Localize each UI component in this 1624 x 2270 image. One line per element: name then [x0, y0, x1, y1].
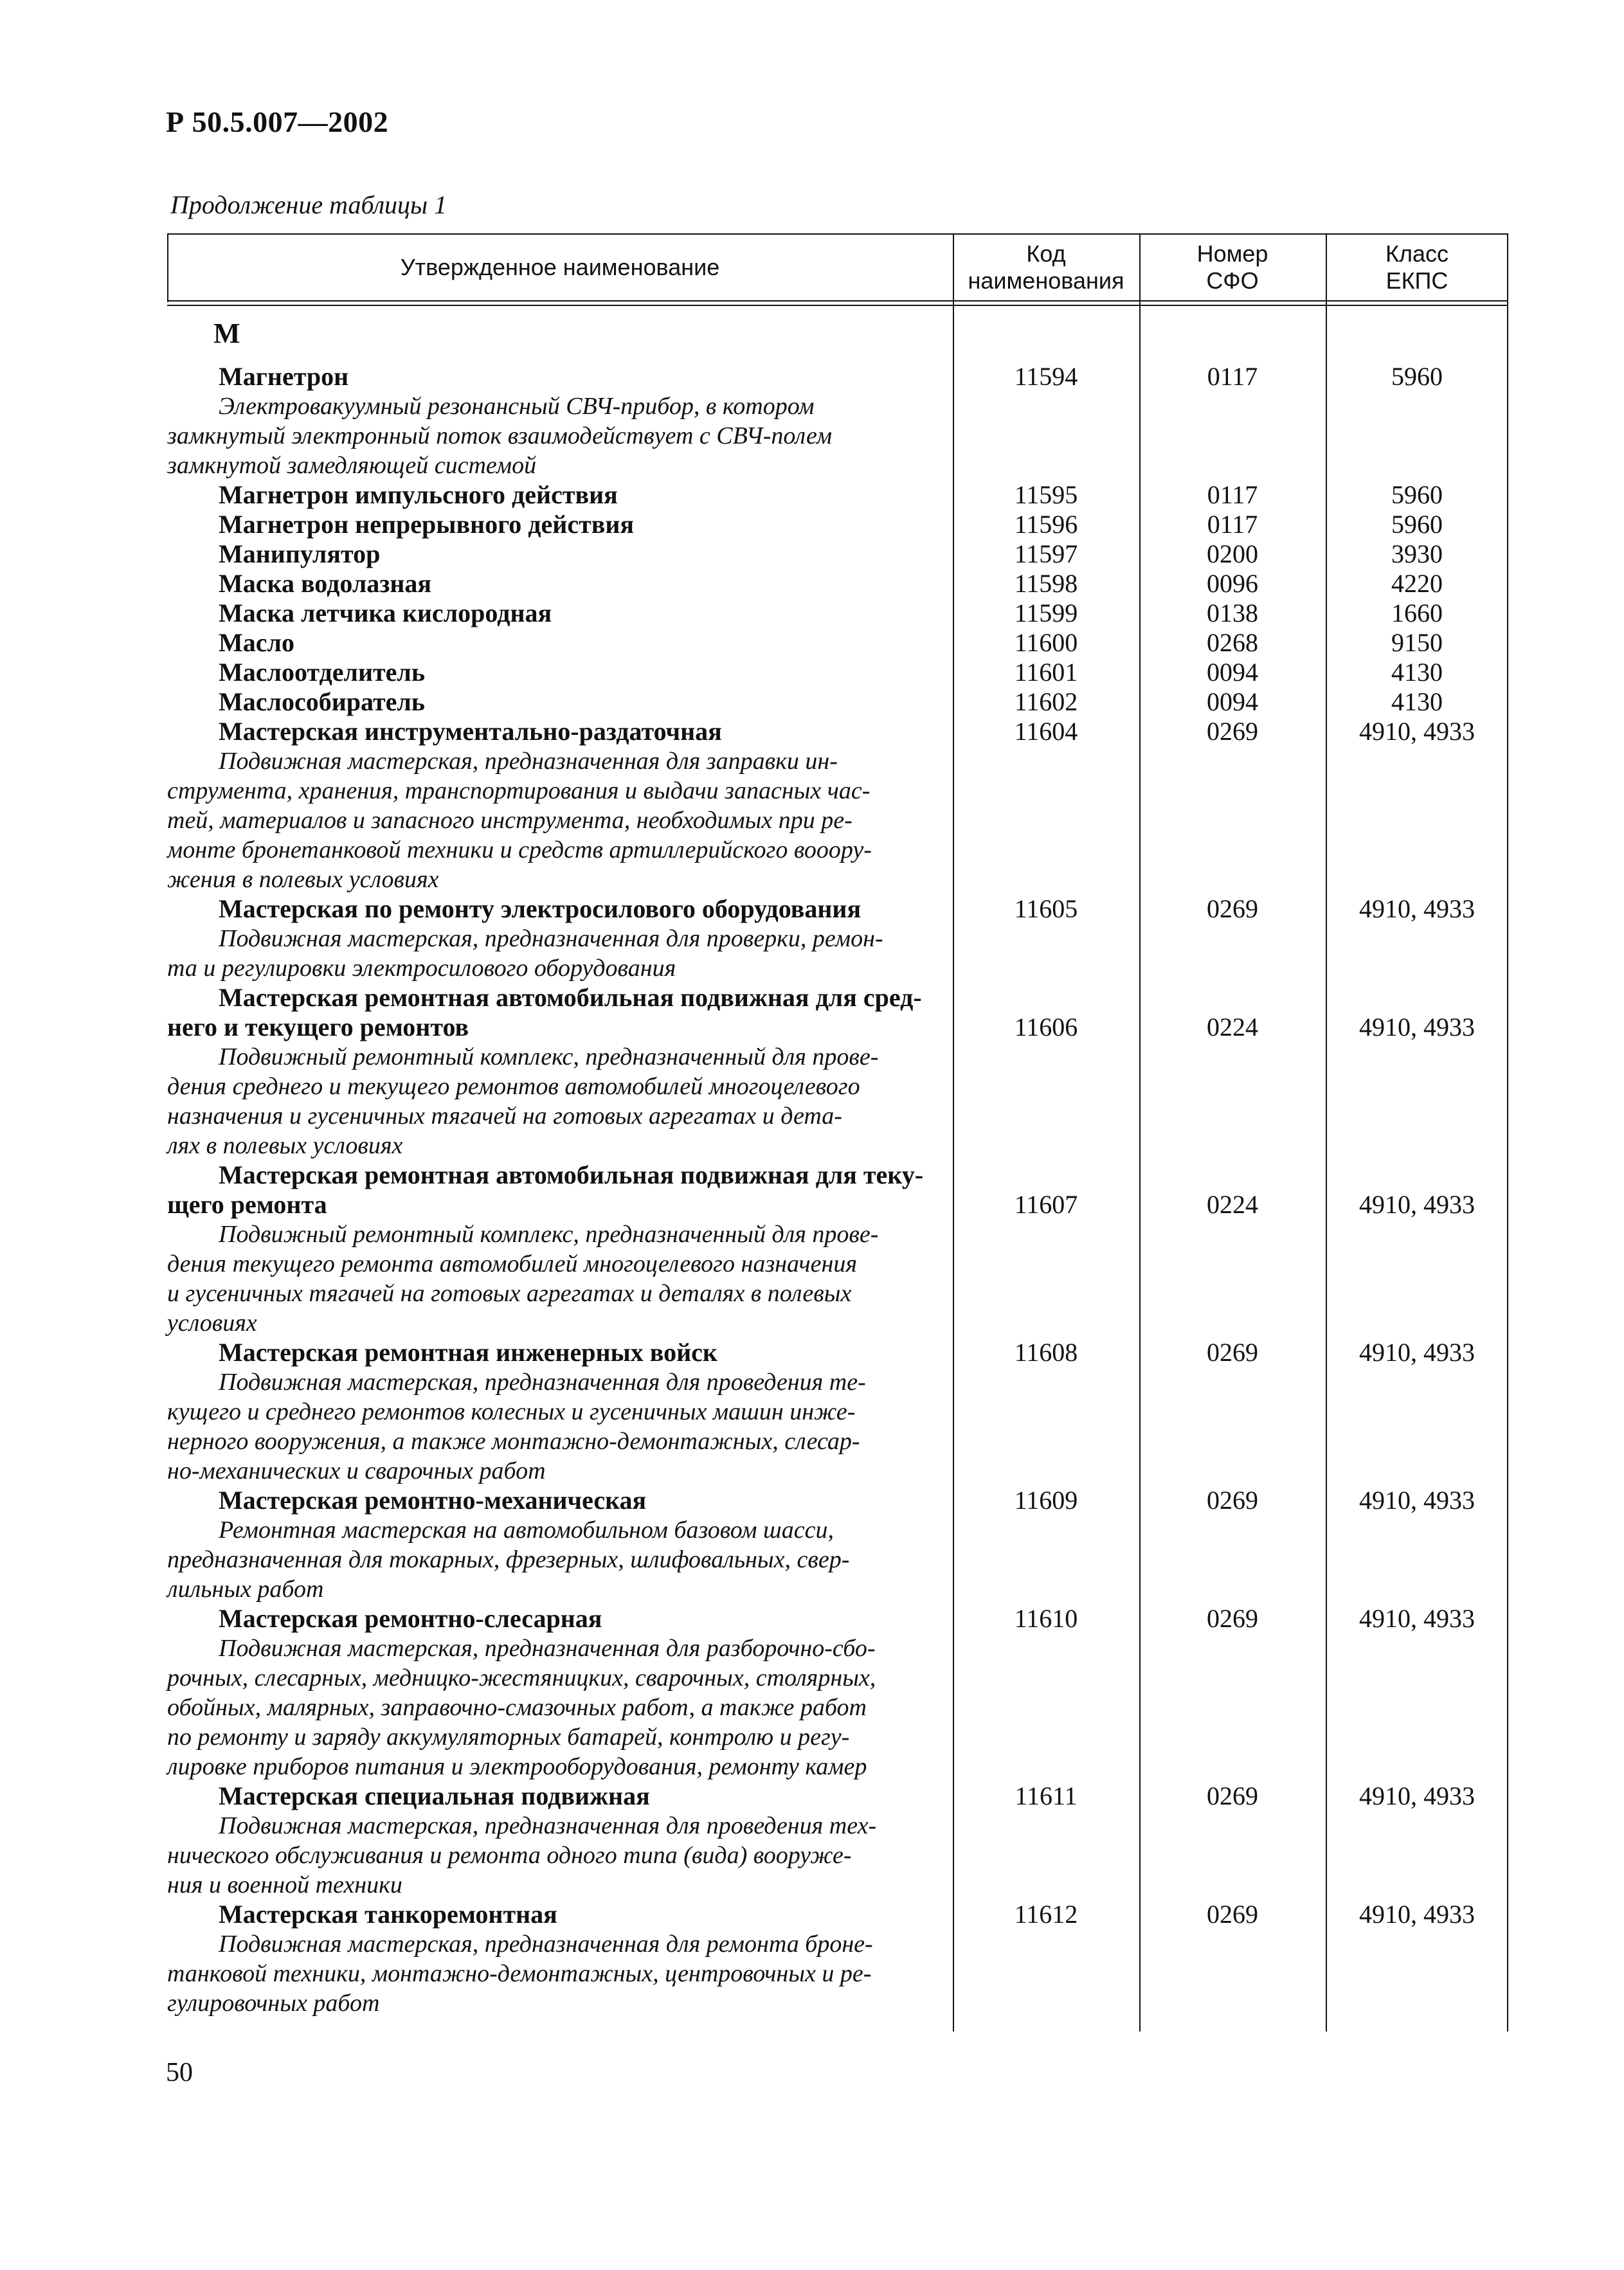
entry-description: Подвижная мастерская, предназначенная для разборочно-сбо- — [219, 1635, 876, 1662]
table-row — [167, 628, 1508, 658]
entry-title: Мастерская ремонтно-слесарная — [219, 1604, 602, 1633]
table-row — [167, 569, 1508, 599]
header-name-code-line1: Код — [1026, 240, 1066, 267]
header-name-code — [953, 233, 1139, 301]
entry-title: Мастерская ремонтно-механическая — [219, 1486, 647, 1515]
entry-title: Маска водолазная — [219, 569, 432, 598]
entry-title: Масло — [219, 628, 294, 657]
name-code-cell: 11602 — [1014, 687, 1078, 716]
table-row — [167, 362, 1508, 480]
entry-title: Мастерская ремонтная автомобильная подвижная для сред- — [219, 983, 922, 1012]
table-row — [167, 1160, 1508, 1338]
entry-description: предназначенная для токарных, фрезерных, шлифовальных, свер- — [167, 1546, 850, 1573]
approved-name-cell — [167, 628, 953, 658]
name-code-cell: 11598 — [1014, 569, 1078, 598]
header-name-code-line2: наименования — [968, 267, 1124, 294]
sfo-number-cell: 0094 — [1207, 687, 1258, 716]
entry-description: Подвижная мастерская, предназначенная для проведения тех- — [219, 1812, 877, 1839]
header-sfo-line1: Номер — [1196, 240, 1268, 267]
name-code-cell: 11611 — [1015, 1781, 1078, 1810]
sfo-number-cell: 0269 — [1207, 894, 1258, 923]
table-row — [167, 1781, 1508, 1900]
name-code-cell: 11607 — [1014, 1190, 1078, 1219]
entry-description: Подвижная мастерская, предназначенная для проведения те- — [219, 1369, 866, 1396]
entry-title: Магнетрон непрерывного действия — [219, 510, 635, 539]
entry-description: Подвижная мастерская, предназначенная для проверки, ремон- — [219, 925, 883, 952]
entry-description: условиях — [167, 1310, 257, 1337]
approved-name-cell — [167, 717, 953, 894]
entry-title: Мастерская ремонтная инженерных войск — [219, 1338, 717, 1367]
sfo-number-cell: 0117 — [1207, 362, 1258, 391]
entry-description: но-механических и сварочных работ — [167, 1457, 546, 1484]
ekps-class-cell: 9150 — [1391, 628, 1443, 657]
entry-description: монте бронетанковой техники и средств артиллерийского вооору- — [167, 836, 872, 863]
name-code-cell: 11608 — [1014, 1338, 1078, 1367]
sfo-number-cell: 0094 — [1207, 658, 1258, 687]
ekps-class-cell: 4910, 4933 — [1359, 1338, 1475, 1367]
approved-name-cell — [167, 983, 953, 1160]
entry-description: Подвижный ремонтный комплекс, предназначенный для прове- — [219, 1221, 879, 1248]
entry-description: Ремонтная мастерская на автомобильном базовом шасси, — [219, 1517, 834, 1544]
ekps-class-cell: 4910, 4933 — [1359, 1190, 1475, 1219]
entry-description: дения среднего и текущего ремонтов автомобилей многоцелевого — [167, 1073, 860, 1100]
entry-description: лировке приборов питания и электрооборудования, ремонту камер — [167, 1753, 867, 1780]
entry-description: кущего и среднего ремонтов колесных и гусеничных машин инже- — [167, 1398, 856, 1425]
entry-description: Электровакуумный резонансный СВЧ-прибор, в котором — [219, 393, 815, 420]
name-code-cell: 11605 — [1014, 894, 1078, 923]
ekps-class-cell: 3930 — [1391, 539, 1443, 568]
name-code-cell: 11610 — [1014, 1604, 1078, 1633]
name-code-cell: 11596 — [1014, 510, 1078, 539]
name-code-cell: 11612 — [1014, 1900, 1078, 1929]
sfo-number-cell: 0269 — [1207, 717, 1258, 746]
ekps-class-cell: 4910, 4933 — [1359, 717, 1475, 746]
entry-description: нерного вооружения, а также монтажно-демонтажных, слесар- — [167, 1428, 860, 1455]
document-code: Р 50.5.007—2002 — [166, 105, 389, 138]
ekps-class-cell: 5960 — [1391, 362, 1443, 391]
table-row — [167, 1338, 1508, 1486]
approved-name-cell — [167, 894, 953, 983]
table-row — [167, 894, 1508, 983]
table-row — [167, 717, 1508, 894]
table-row — [167, 1900, 1508, 2018]
header-ekps-line2: ЕКПС — [1385, 267, 1448, 294]
table-row — [167, 1486, 1508, 1604]
entry-title: Магнетрон — [219, 362, 349, 391]
sfo-number-cell: 0269 — [1207, 1486, 1258, 1515]
sfo-number-cell: 0117 — [1207, 510, 1258, 539]
approved-name-cell — [167, 480, 953, 510]
entry-description: ния и военной техники — [167, 1871, 402, 1898]
sfo-number-cell: 0269 — [1207, 1900, 1258, 1929]
ekps-class-cell: 4130 — [1391, 658, 1443, 687]
ekps-class-cell: 4910, 4933 — [1359, 1486, 1475, 1515]
entry-description: жения в полевых условиях — [167, 866, 439, 893]
ekps-class-cell: 4130 — [1391, 687, 1443, 716]
approved-name-cell — [167, 1900, 953, 2018]
entry-title: Маска летчика кислородная — [219, 599, 552, 627]
name-code-cell: 11601 — [1014, 658, 1078, 687]
header-sfo-number — [1139, 233, 1326, 301]
approved-name-cell — [167, 1486, 953, 1604]
name-code-cell: 11597 — [1014, 539, 1078, 568]
table-row — [167, 510, 1508, 539]
sfo-number-cell: 0269 — [1207, 1338, 1258, 1367]
ekps-class-cell: 1660 — [1391, 599, 1443, 627]
entry-description: замкнутой замедляющей системой — [167, 452, 537, 479]
entry-description: лях в полевых условиях — [167, 1132, 403, 1159]
header-approved-name — [167, 233, 953, 301]
entry-title: Мастерская по ремонту электросилового оборудования — [219, 894, 862, 923]
section-letter: М — [213, 318, 240, 349]
entry-title: Манипулятор — [219, 539, 381, 568]
ekps-class-cell: 4910, 4933 — [1359, 1604, 1475, 1633]
ekps-class-cell: 4910, 4933 — [1359, 894, 1475, 923]
header-sfo-line2: СФО — [1206, 267, 1259, 294]
name-code-cell: 11606 — [1014, 1013, 1078, 1041]
approved-name-cell — [167, 599, 953, 628]
sfo-number-cell: 0200 — [1207, 539, 1258, 568]
table-caption: Продолжение таблицы 1 — [170, 190, 447, 219]
entry-description: гулировочных работ — [167, 1990, 380, 2017]
entry-title: Маслоотделитель — [219, 658, 426, 687]
approved-name-cell — [167, 539, 953, 569]
entry-title: него и текущего ремонтов — [167, 1013, 469, 1041]
ekps-class-cell: 5960 — [1391, 510, 1443, 539]
entry-description: Подвижный ремонтный комплекс, предназначенный для прове- — [219, 1043, 879, 1070]
name-code-cell: 11604 — [1014, 717, 1078, 746]
sfo-number-cell: 0224 — [1207, 1190, 1258, 1219]
sfo-number-cell: 0269 — [1207, 1604, 1258, 1633]
entry-description: и гусеничных тягачей на готовых агрегатах и деталях в полевых — [167, 1280, 852, 1307]
table-row — [167, 658, 1508, 687]
entry-description: лильных работ — [167, 1576, 324, 1603]
entry-description: Подвижная мастерская, предназначенная для заправки ин- — [219, 748, 838, 775]
entry-description: струмента, хранения, транспортирования и выдачи запасных час- — [167, 777, 871, 804]
ekps-class-cell: 4910, 4933 — [1359, 1781, 1475, 1810]
name-code-cell: 11609 — [1014, 1486, 1078, 1515]
table-row — [167, 1604, 1508, 1781]
entry-description: дения текущего ремонта автомобилей многоцелевого назначения — [167, 1250, 858, 1277]
approved-name-cell — [167, 569, 953, 599]
sfo-number-cell: 0138 — [1207, 599, 1258, 627]
page-number: 50 — [166, 2058, 193, 2087]
approved-name-cell — [167, 658, 953, 687]
approved-name-cell — [167, 362, 953, 480]
table-row — [167, 983, 1508, 1160]
entry-description: тей, материалов и запасного инструмента, необходимых при ре- — [167, 807, 853, 834]
sfo-number-cell: 0117 — [1207, 480, 1258, 509]
name-code-cell: 11594 — [1014, 362, 1078, 391]
entry-description: по ремонту и заряду аккумуляторных батарей, контролю и регу- — [167, 1724, 850, 1751]
approved-name-cell — [167, 687, 953, 717]
entry-title: щего ремонта — [167, 1190, 327, 1219]
sfo-number-cell: 0269 — [1207, 1781, 1258, 1810]
approved-name-cell — [167, 510, 953, 539]
entry-description: замкнутый электронный поток взаимодействует с СВЧ-полем — [167, 422, 833, 449]
entry-title: Мастерская инструментально-раздаточная — [219, 717, 722, 746]
table-row — [167, 480, 1508, 510]
sfo-number-cell: 0224 — [1207, 1013, 1258, 1041]
approved-name-cell — [167, 1604, 953, 1781]
table-row — [167, 539, 1508, 569]
name-code-cell: 11595 — [1014, 480, 1078, 509]
entry-description: нического обслуживания и ремонта одного типа (вида) вооруже- — [167, 1842, 852, 1869]
approved-name-cell — [167, 1160, 953, 1338]
approved-name-cell — [167, 1338, 953, 1486]
entry-title: Магнетрон импульсного действия — [219, 480, 618, 509]
approved-name-cell — [167, 1781, 953, 1900]
entry-description: обойных, малярных, заправочно-смазочных работ, а также работ — [167, 1694, 867, 1721]
header-approved-name-label: Утвержденное наименование — [400, 253, 720, 280]
entry-title: Мастерская ремонтная автомобильная подвижная для теку- — [219, 1160, 924, 1189]
names-table — [167, 233, 1508, 2031]
ekps-class-cell: 4910, 4933 — [1359, 1013, 1475, 1041]
entry-title: Мастерская танкоремонтная — [219, 1900, 557, 1929]
ekps-class-cell: 4910, 4933 — [1359, 1900, 1475, 1929]
entry-title: Маслособиратель — [219, 687, 425, 716]
sfo-number-cell: 0268 — [1207, 628, 1258, 657]
name-code-cell: 11599 — [1014, 599, 1078, 627]
entry-description: назначения и гусеничных тягачей на готовых агрегатах и дета- — [167, 1103, 842, 1130]
ekps-class-cell: 4220 — [1391, 569, 1443, 598]
entry-description: та и регулировки электросилового оборудования — [167, 955, 676, 982]
table-row — [167, 687, 1508, 717]
entry-title: Мастерская специальная подвижная — [219, 1781, 650, 1810]
sfo-number-cell: 0096 — [1207, 569, 1258, 598]
entry-description: Подвижная мастерская, предназначенная для ремонта броне- — [219, 1931, 873, 1958]
name-code-cell: 11600 — [1014, 628, 1078, 657]
entry-description: танковой техники, монтажно-демонтажных, центровочных и ре- — [167, 1960, 872, 1987]
ekps-class-cell: 5960 — [1391, 480, 1443, 509]
table-body — [167, 305, 1508, 2018]
header-ekps-class — [1326, 233, 1508, 301]
table-row — [167, 599, 1508, 628]
entry-description: рочных, слесарных, медницко-жестяницких, сварочных, столярных, — [167, 1664, 876, 1691]
header-ekps-line1: Класс — [1385, 240, 1448, 267]
